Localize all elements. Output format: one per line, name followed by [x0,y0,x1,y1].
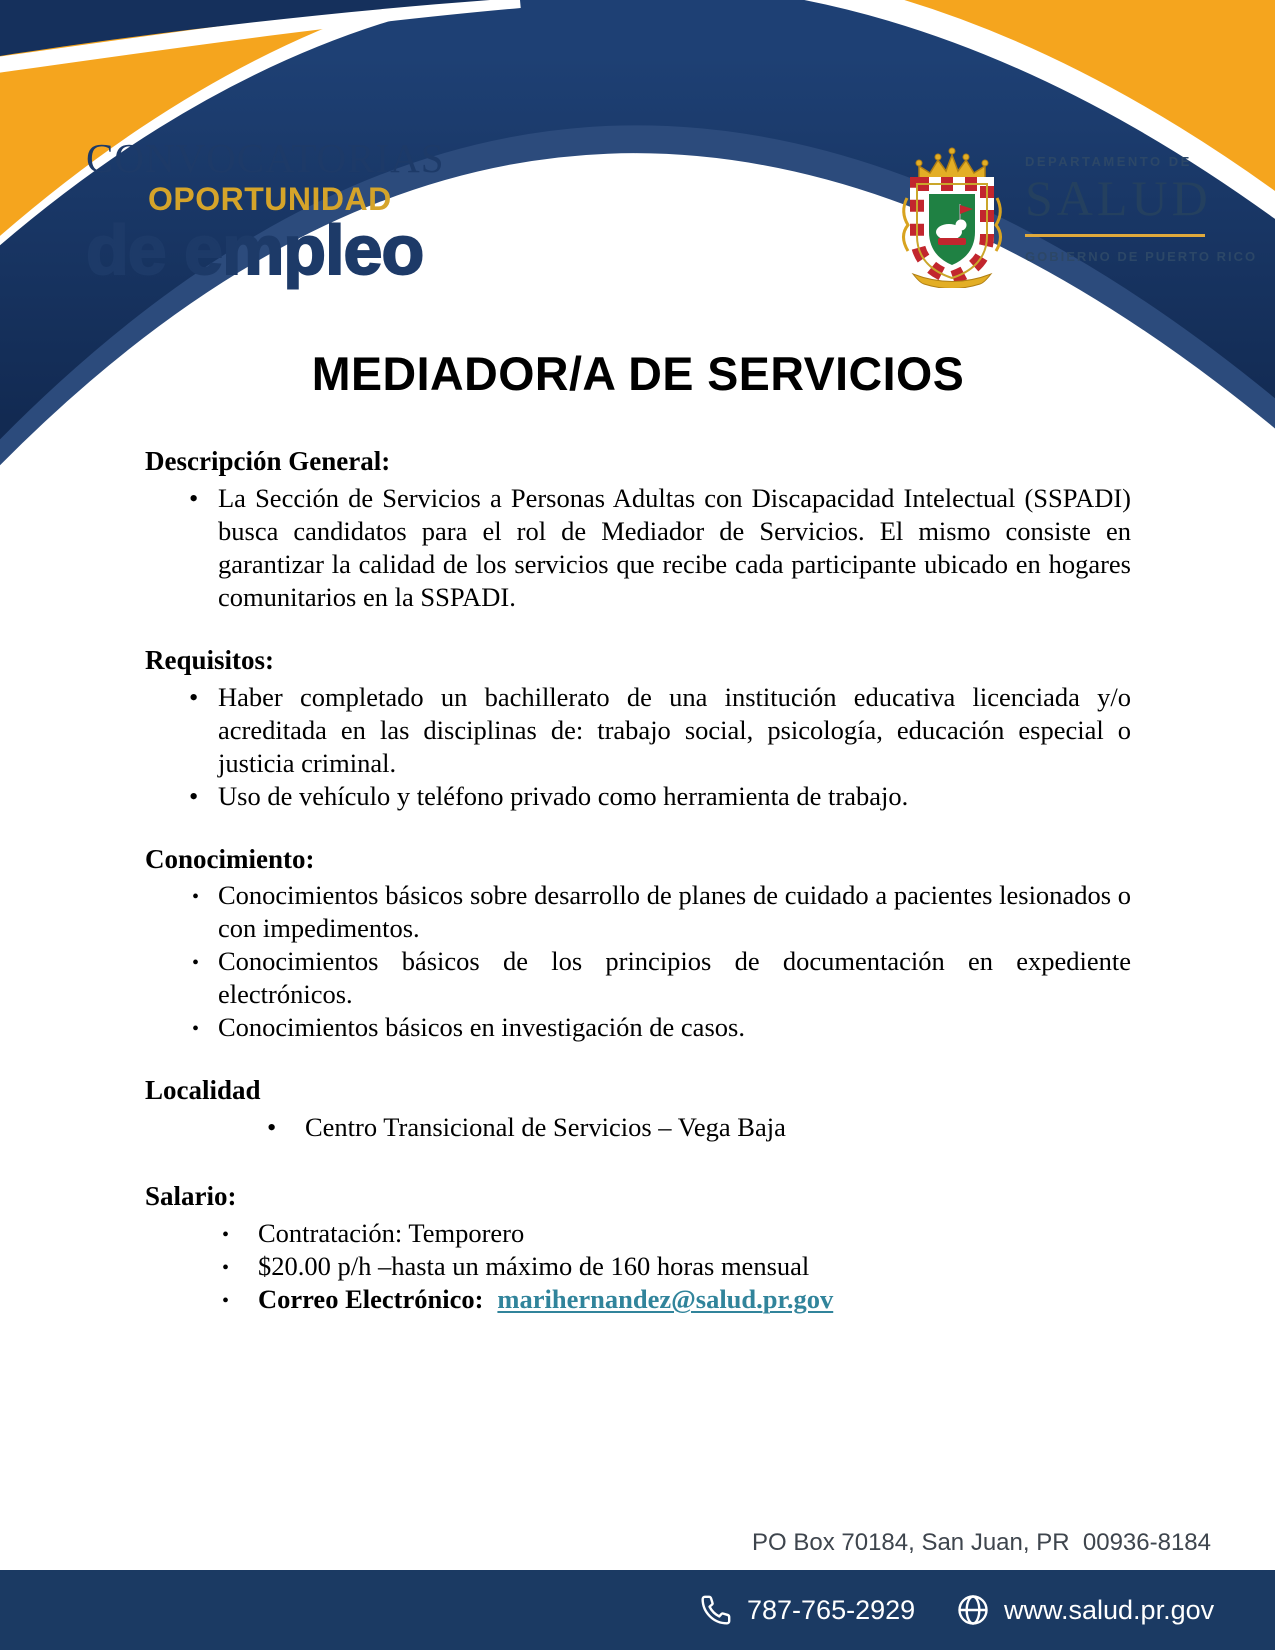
gobierno-label: GOBIERNO DE PUERTO RICO [1025,249,1258,264]
section-descripcion-general [145,445,1131,614]
brand-line-convocatorias: CONVOCATORIAS [86,135,445,181]
page-title: MEDIADOR/A DE SERVICIOS [311,347,965,400]
footer-phone-number: 787-765-2929 [747,1594,916,1625]
bullet-item: • Conocimientos básicos de los principios de documentación en expediente electrónicos. [145,945,1131,1011]
section-localidad [145,1074,1131,1144]
bullet-item: • Conocimientos básicos en investigación de casos. [145,1011,1131,1044]
section-heading: Descripción General: [145,446,391,476]
left-flourish [904,198,909,251]
phone-icon [698,1592,734,1628]
brand-line-oportunidad: OPORTUNIDAD [148,181,392,217]
gold-rule [1025,234,1205,237]
footer-band [0,1570,1275,1650]
agency-text [1025,136,1258,288]
section-heading: Conocimiento: [145,843,315,874]
bullet-item: • La Sección de Servicios a Personas Adultas con Discapacidad Intelectual (SSPADI) busca candidatos para el rol de Mediador de Servicios. El mismo consiste en garantizar la calidad de los servicios que recibe cada participante ubicado en hogares comunitarios en la SSPADI. [145,482,1131,614]
bullet-item: • Conocimientos básicos sobre desarrollo de planes de cuidado a pacientes lesionados o con impedimentos. [145,879,1131,945]
salud-logo [893,136,1258,288]
section-conocimiento [145,843,1131,1045]
bullet-item: • Centro Transicional de Servicios – Vega Baja [145,1111,1131,1144]
section-heading: Localidad [145,1075,261,1106]
coat-of-arms-icon [893,136,1011,288]
footer-website-url: www.salud.pr.gov [1004,1594,1215,1625]
document-body [145,346,1131,1346]
section-heading: Salario: [145,1181,237,1211]
bullet-item: • Uso de vehículo y teléfono privado como herramienta de trabajo. [145,780,1131,813]
bullet-item: • Contratación: Temporero [145,1217,1131,1250]
departamento-de-label: DEPARTAMENTO DE [1025,154,1192,169]
convocatorias-logo [86,135,526,289]
salud-wordmark: SALUD [1025,170,1212,226]
brand-line-de-empleo: de empleo [86,211,424,289]
bullet-item: • Haber completado un bachillerato de una institución educativa licenciada y/o acreditada en las disciplinas de: trabajo social, psicología, educación especial o justicia criminal. [145,681,1131,780]
po-box-address: PO Box 70184, San Juan, PR 00936-8184 [752,1529,1211,1556]
email-label: Correo Electrónico: [258,1283,484,1314]
section-salario [145,1180,1131,1316]
bullet-item: • $20.00 p/h –hasta un máximo de 160 horas mensual [145,1250,1131,1283]
section-requisitos [145,644,1131,813]
bullet-item-email [145,1283,1131,1316]
globe-icon [955,1592,991,1628]
section-heading: Requisitos: [145,644,275,675]
email-link[interactable]: marihernandez@salud.pr.gov [497,1283,834,1314]
right-flourish [996,198,1001,251]
footer-phone-group [698,1592,915,1628]
footer-website-group [955,1592,1214,1628]
crown [916,148,988,180]
